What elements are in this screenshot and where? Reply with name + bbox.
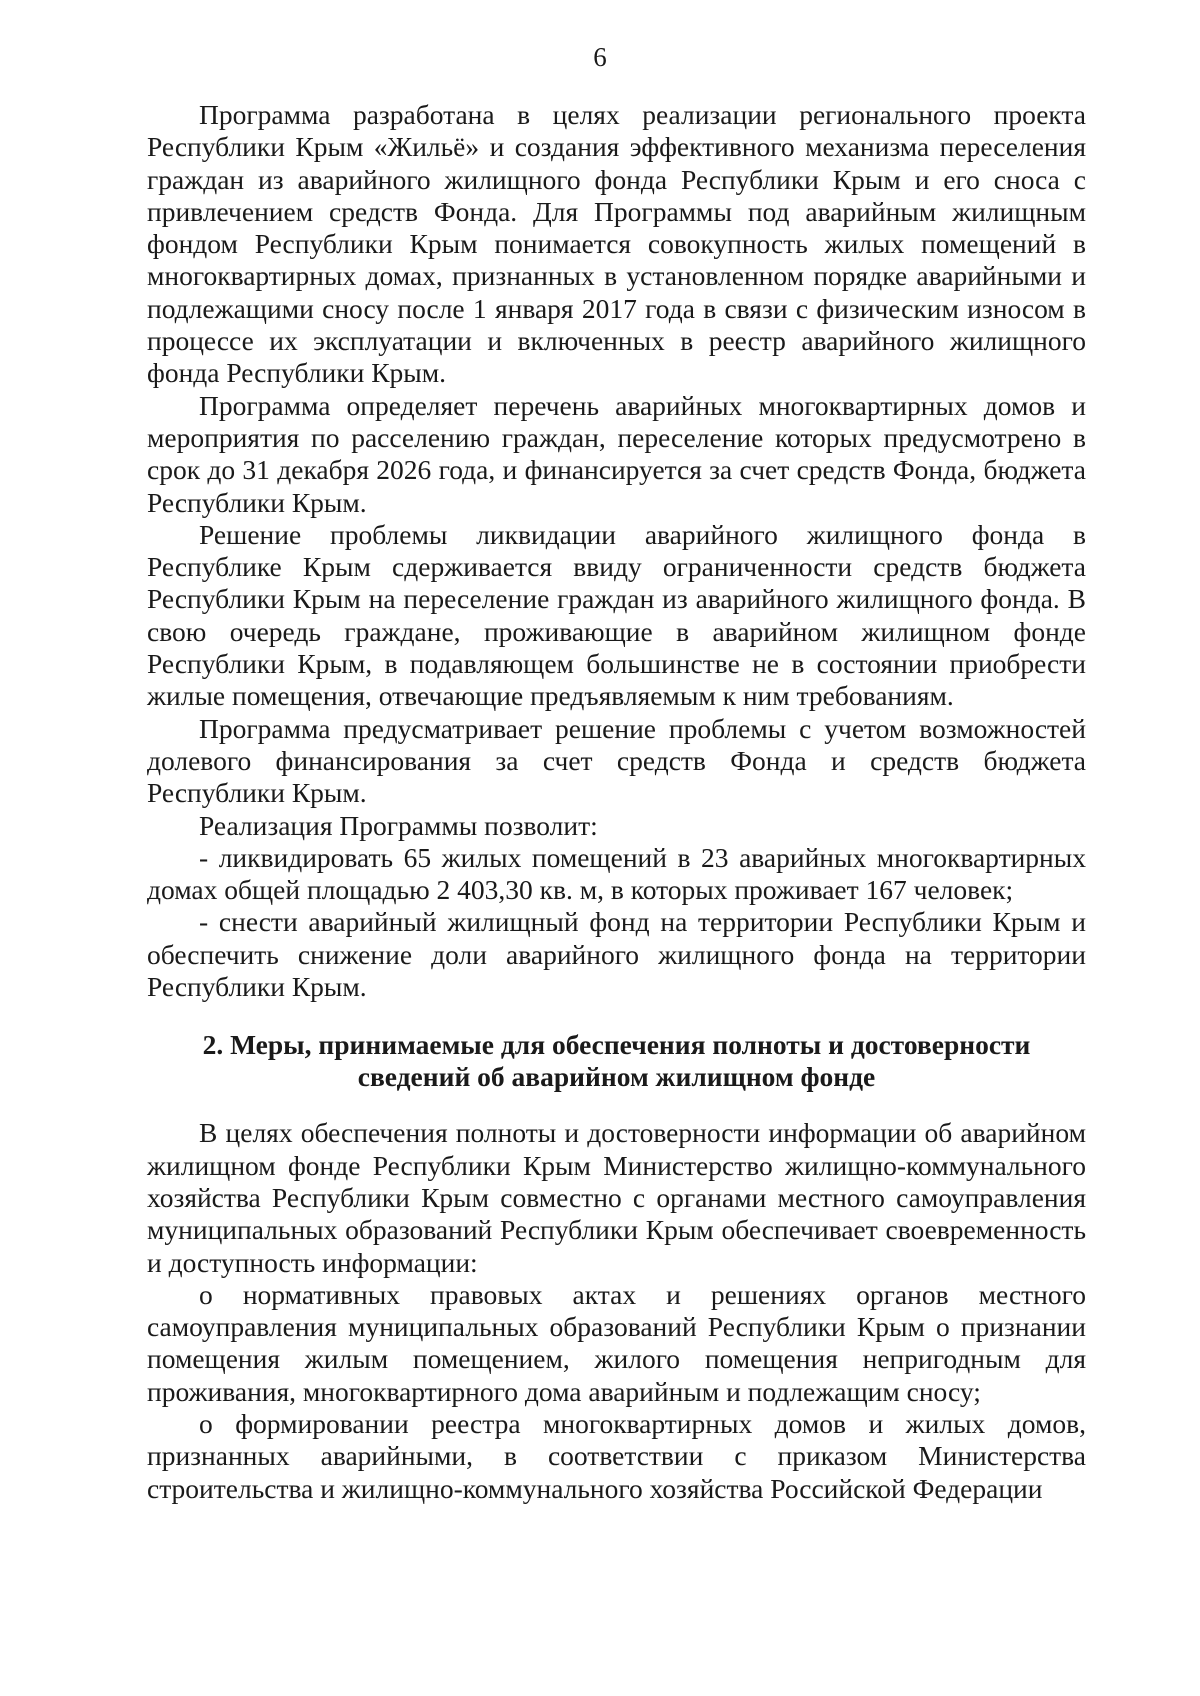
- list-item-liquidate: - ликвидировать 65 жилых помещений в 23 аварийных многоквартирных домах общей площадью 2 403,30 кв. м, в которых проживает 167 человек;: [147, 841, 1086, 906]
- list-item-registry: о формировании реестра многоквартирных домов и жилых домов, признанных аварийными, в соответствии с приказом Министерства строительства и жилищно-коммунального хозяйства Российской Федерации: [147, 1407, 1086, 1504]
- section-heading-line-2: сведений об аварийном жилищном фонде: [357, 1061, 876, 1093]
- list-item-normative-acts: о нормативных правовых актах и решениях органов местного самоуправления муниципальных образований Республики Крым о признании помещения жилым помещением, жилого помещения непригодным для проживания, многоквартирного дома аварийным и подлежащим сносу;: [147, 1278, 1086, 1407]
- document-body: [147, 99, 1086, 1505]
- paragraph-information-measures: В целях обеспечения полноты и достоверности информации об аварийном жилищном фонде Республики Крым Министерство жилищно-коммунального хозяйства Республики Крым совместно с органами местного самоуправления муниципальных образований Республики Крым обеспечивает своевременность и доступность информации:: [147, 1117, 1086, 1278]
- paragraph-program-purpose: Программа разработана в целях реализации регионального проекта Республики Крым «Жильё» и создания эффективного механизма переселения граждан из аварийного жилищного фонда Республики Крым и его сноса с привлечением средств Фонда. Для Программы под аварийным жилищным фондом Республики Крым понимается совокупность жилых помещений в многоквартирных домах, признанных в установленном порядке аварийными и подлежащими сносу после 1 января 2017 года в связи с физическим износом в процессе их эксплуатации и включенных в реестр аварийного жилищного фонда Республики Крым.: [147, 99, 1086, 389]
- list-item-demolish: - снести аварийный жилищный фонд на территории Республики Крым и обеспечить снижение доли аварийного жилищного фонда на территории Республики Крым.: [147, 906, 1086, 1003]
- paragraph-program-scope: Программа определяет перечень аварийных многоквартирных домов и мероприятия по расселению граждан, переселение которых предусмотрено в срок до 31 декабря 2026 года, и финансируется за счет средств Фонда, бюджета Республики Крым.: [147, 389, 1086, 518]
- page-number: 6: [593, 42, 607, 72]
- paragraph-financing: Программа предусматривает решение проблемы с учетом возможностей долевого финансирования за счет средств Фонда и средств бюджета Республики Крым.: [147, 712, 1086, 809]
- paragraph-problem: Решение проблемы ликвидации аварийного жилищного фонда в Республике Крым сдерживается ввиду ограниченности средств бюджета Республики Крым на переселение граждан из аварийного жилищного фонда. В свою очередь граждане, проживающие в аварийном жилищном фонде Республики Крым, в подавляющем большинстве не в состоянии приобрести жилые помещения, отвечающие предъявляемым к ним требованиям.: [147, 518, 1086, 712]
- section-heading-line-1: 2. Меры, принимаемые для обеспечения полноты и достоверности: [202, 1029, 1031, 1061]
- section-heading: [147, 1029, 1086, 1093]
- paragraph-results-intro: Реализация Программы позволит:: [199, 809, 598, 841]
